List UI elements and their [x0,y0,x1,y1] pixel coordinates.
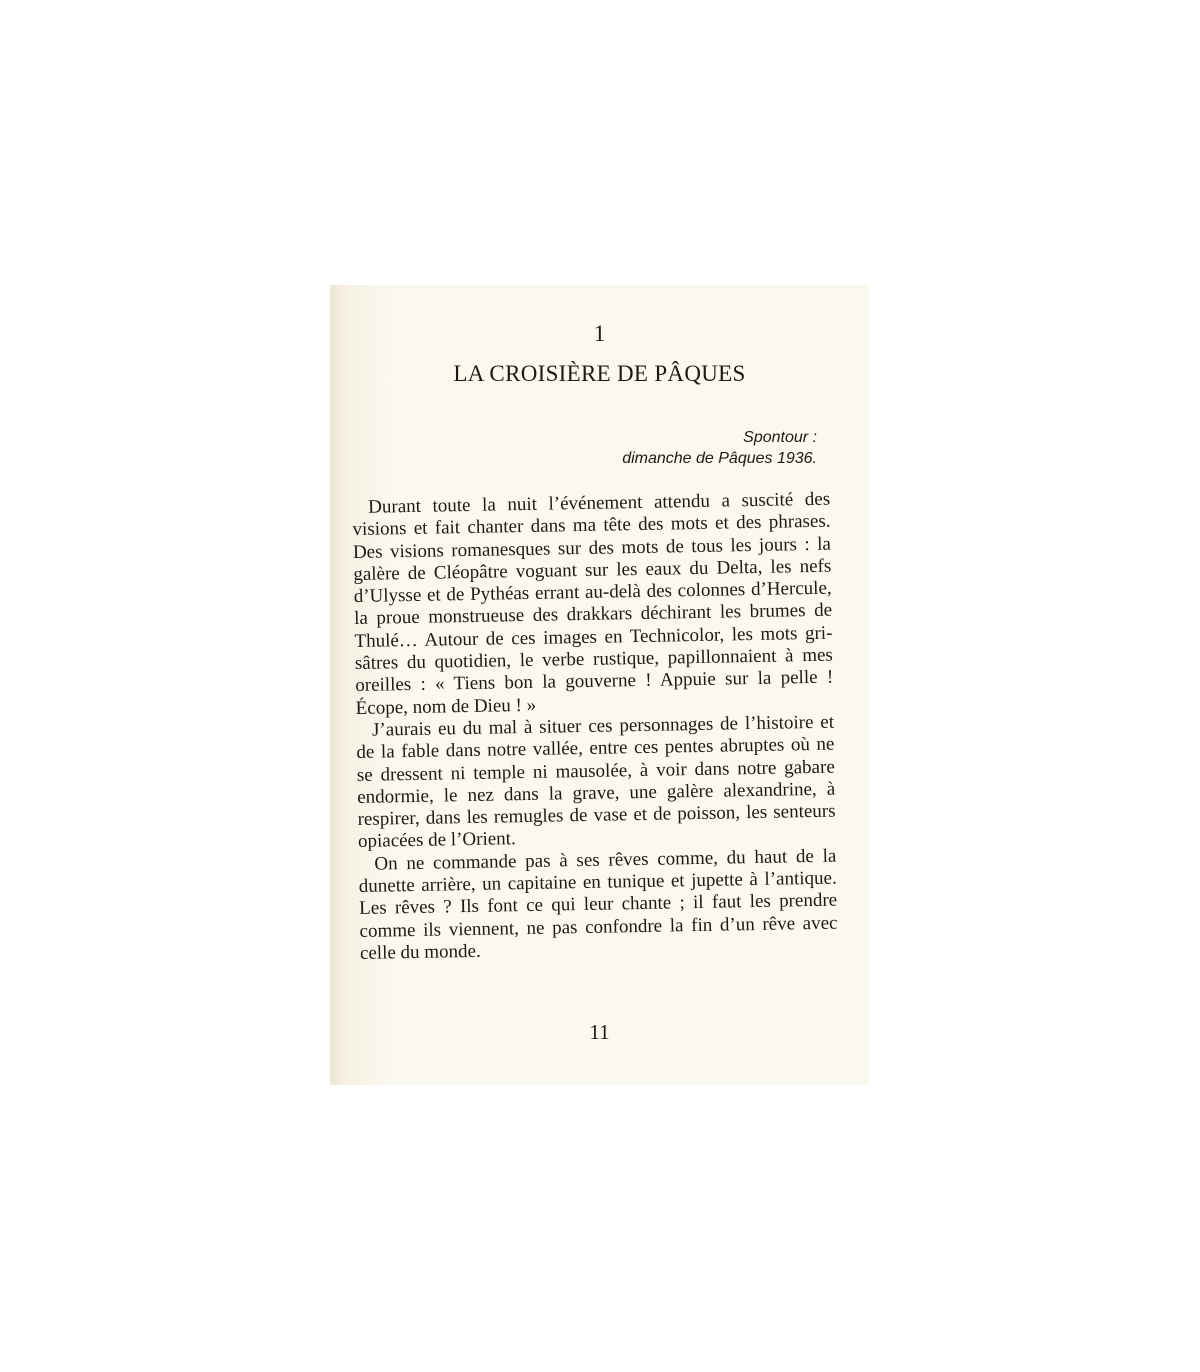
paragraph: J’aurais eu du mal à situer ces personnages de l’histoire et de la fable dans notre vallée, entre ces pentes abruptes où ne se dressent ni temple ni mausolée, à voir dans notre gabare endormie, le nez dans la grave, une galère alexandrine, à respirer, dans les remugles de vase et de poisson, les senteurs opiacées de l’Orient. [356,711,836,853]
paragraph: Durant toute la nuit l’événement attendu a suscité des visions et fait chanter dans ma tête des mots et des phrases. Des visions romanesques sur des mots de tous les jours : la galère de Cléopâtre voguant sur les eaux du Delta, les nefs d’Ulysse et de Pythéas errant au-delà des colonnes d’Hercule, la proue monstrueuse des drakkars déchirant les brumes de Thulé… Autour de ces images en Technicolor, les mots grisâtres du quotidien, le verbe rustique, papillonnaient à mes oreilles : « Tiens bon la gouverne ! Appuie sur la pelle ! Écope, nom de Dieu ! » [352,488,834,719]
body-text [352,489,838,966]
book-page [330,285,869,1085]
paragraph: On ne commande pas à ses rêves comme, du haut de la dunette arrière, un capitaine en tunique et jupette à l’antique. Les rêves ? Ils font ce qui leur chante ; il faut les prendre comme ils viennent, ne pas confondre la fin d’un rêve avec celle du monde. [358,845,838,964]
epigraph [622,427,817,469]
page-number: 11 [589,1020,610,1044]
chapter-number: 1 [593,321,606,346]
chapter-title: LA CROISIÈRE DE PÂQUES [453,361,746,386]
epigraph-date: dimanche de Pâques 1936. [622,450,817,467]
epigraph-place: Spontour : [743,429,817,446]
